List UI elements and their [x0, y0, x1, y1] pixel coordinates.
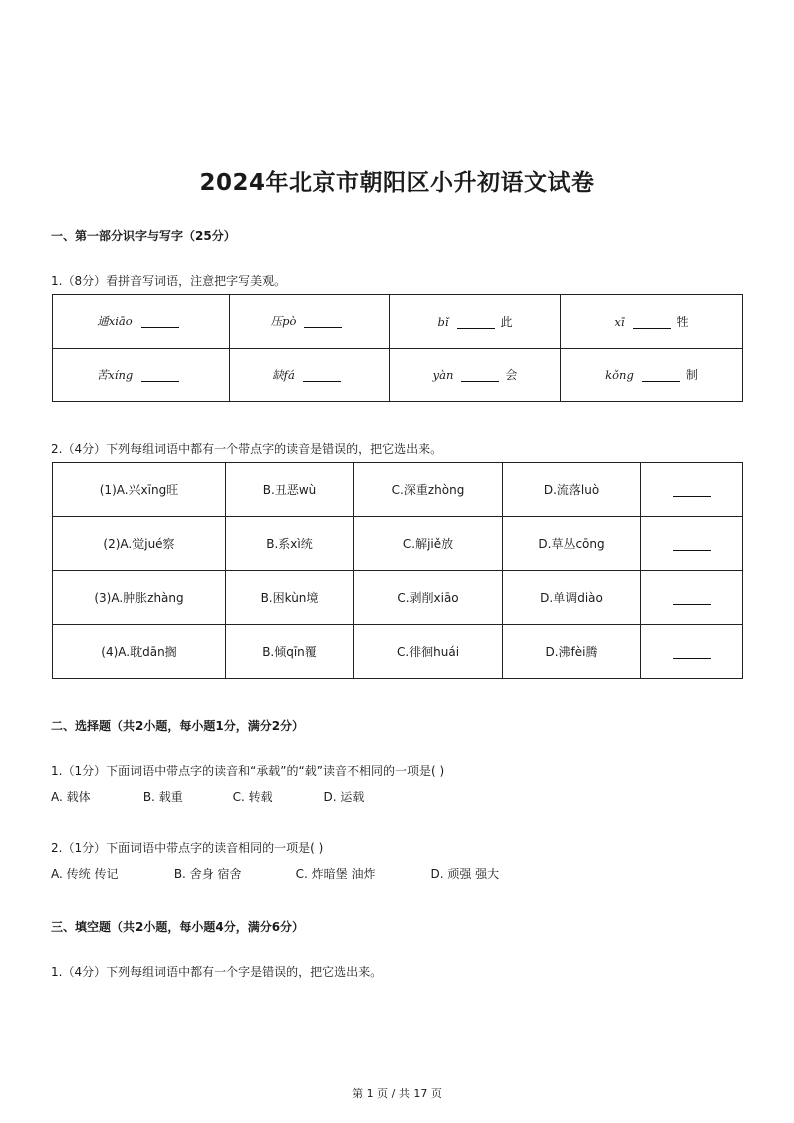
suffix-char: 会 [505, 368, 518, 383]
answer-blank[interactable] [303, 369, 341, 382]
option-d[interactable]: D. 顽强 强大 [430, 867, 500, 881]
page-footer: 第 1 页 / 共 17 页 [352, 1087, 442, 1100]
option-b[interactable]: B. 载重 [142, 790, 183, 804]
option-cell: (2)A.觉jué察 [53, 517, 226, 571]
option-cell: D.草丛cōng [503, 517, 641, 571]
answer-blank[interactable] [457, 316, 495, 329]
answer-blank[interactable] [633, 316, 671, 329]
option-a[interactable]: A. 载体 [51, 790, 91, 804]
question-3-1-stem: 1.（4分）下列每组词语中都有一个字是错误的，把它选出来。 [51, 965, 383, 979]
option-cell: C.剥削xiāo [354, 571, 503, 625]
option-cell: D.沸fèi腾 [503, 625, 641, 679]
option-cell: B.困kùn境 [226, 571, 354, 625]
pinyin-cell [561, 295, 743, 349]
answer-blank[interactable] [673, 484, 711, 497]
answer-blank[interactable] [141, 369, 179, 382]
answer-blank[interactable] [673, 592, 711, 605]
pinyin-cell [230, 348, 390, 402]
question-2-1-options [51, 788, 364, 805]
option-c[interactable]: C. 炸暗堡 油炸 [295, 867, 376, 881]
question-2-1-stem: 1.（1分）下面词语中带点字的读音和“承载”的“载”读音不相同的一项是( ) [51, 764, 445, 778]
pinyin-cell [390, 295, 561, 349]
option-c[interactable]: C. 转载 [232, 790, 273, 804]
suffix-char: 牲 [676, 314, 689, 329]
answer-blank[interactable] [304, 315, 342, 328]
answer-blank[interactable] [642, 369, 680, 382]
question-2-2-options [51, 865, 499, 882]
option-cell: B.丑恶wù [226, 463, 354, 517]
answer-cell [641, 517, 743, 571]
answer-blank[interactable] [673, 646, 711, 659]
option-cell: (4)A.耽dān搁 [53, 625, 226, 679]
option-cell: (3)A.肿胀zhàng [53, 571, 226, 625]
pinyin-cell [561, 348, 743, 402]
question-2-2-stem: 2.（1分）下面词语中带点字的读音相同的一项是( ) [51, 841, 324, 855]
option-cell: B.倾qīn覆 [226, 625, 354, 679]
pinyin-prompt: kǒng [605, 368, 634, 383]
question-1-2-stem: 2.（4分）下列每组词语中都有一个带点字的读音是错误的，把它选出来。 [51, 442, 443, 456]
option-cell: B.系xì统 [226, 517, 354, 571]
section-1-heading: 一、第一部分识字与写字（25分） [51, 229, 236, 243]
answer-blank[interactable] [673, 538, 711, 551]
option-cell: D.流落luò [503, 463, 641, 517]
answer-blank[interactable] [141, 315, 179, 328]
pinyin-prompt: 压pò [270, 314, 297, 329]
answer-blank[interactable] [461, 369, 499, 382]
answer-cell [641, 463, 743, 517]
pinyin-prompt: yàn [432, 368, 454, 383]
option-d[interactable]: D. 运载 [323, 790, 365, 804]
pinyin-cell [53, 348, 230, 402]
pinyin-prompt: 通xiāo [97, 314, 133, 329]
pinyin-prompt: 苦xíng [96, 367, 134, 382]
pinyin-cell [53, 295, 230, 349]
pinyin-writing-table [52, 294, 743, 402]
page-title: 2024年北京市朝阳区小升初语文试卷 [199, 170, 595, 196]
option-cell: (1)A.兴xīng旺 [53, 463, 226, 517]
suffix-char: 此 [500, 314, 513, 329]
suffix-char: 制 [685, 368, 698, 383]
pinyin-cell [230, 295, 390, 349]
answer-cell [641, 571, 743, 625]
question-1-1-stem: 1.（8分）看拼音写词语，注意把字写美观。 [51, 274, 287, 288]
section-2-heading: 二、选择题（共2小题，每小题1分，满分2分） [51, 719, 305, 733]
option-b[interactable]: B. 舍身 宿舍 [173, 867, 242, 881]
pinyin-prompt: bǐ [437, 314, 449, 329]
pinyin-prompt: 缺fá [272, 367, 295, 382]
answer-cell [641, 625, 743, 679]
option-cell: C.徘徊huái [354, 625, 503, 679]
option-cell: C.深重zhòng [354, 463, 503, 517]
pinyin-prompt: xī [614, 314, 625, 329]
pinyin-cell [390, 348, 561, 402]
section-3-heading: 三、填空题（共2小题，每小题4分，满分6分） [51, 920, 305, 934]
option-cell: D.单调diào [503, 571, 641, 625]
option-cell: C.解jiě放 [354, 517, 503, 571]
option-a[interactable]: A. 传统 传记 [51, 867, 119, 881]
pronunciation-table [52, 462, 743, 679]
